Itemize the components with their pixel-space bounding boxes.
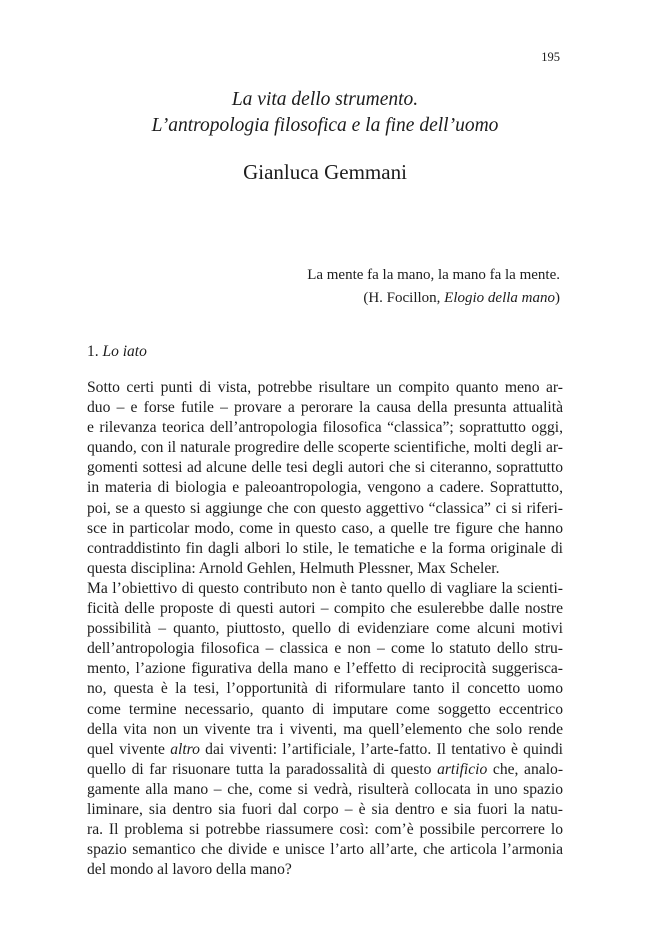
body-text: [87, 378, 563, 880]
emphasis-altro: altro: [170, 740, 200, 758]
text-line: [87, 760, 563, 780]
text-line: e rilevanza teorica dell’antropologia filosofica “classica”; soprattutto oggi,: [87, 419, 563, 437]
text-line: liminare, sia dentro sia fuori dal corpo – è sia dentro e sia fuori la natu-: [87, 800, 563, 818]
text-line: duo – e forse futile – provare a perorare la causa della presunta attualità: [87, 399, 563, 417]
text-line: spazio semantico che divide e unisce l’arto all’arte, che articola l’armonia: [87, 841, 563, 859]
text-line: gomenti sottesi ad alcune delle tesi degli autori che si citeranno, soprattutto: [87, 459, 563, 477]
text-line: poi, se a questo si aggiunge che con questo aggettivo “classica” ci si riferi-: [87, 499, 563, 517]
epigraph: [140, 264, 560, 310]
text-line: contraddistinto fin dagli albori lo stile, le tematiche e la forma originale di: [87, 539, 563, 557]
text-line: Ma l’obiettivo di questo contributo non è tanto quello di vagliare la scienti-: [87, 579, 563, 597]
text-line: sce in particolar modo, come in questo caso, a quelle tre figure che hanno: [87, 519, 563, 537]
text-fragment: quello di far risuonare tutta la paradossalità di questo: [87, 760, 438, 778]
article-title: La vita dello strumento.: [231, 89, 419, 110]
text-fragment: dai viventi: l’artificiale, l’arte-fatto. Il tentativo è quindi: [199, 740, 563, 758]
text-line: questa disciplina: Arnold Gehlen, Helmuth Plessner, Max Scheler.: [87, 559, 500, 577]
text-line: no, questa è la tesi, l’opportunità di riformulare tanto il concetto uomo: [87, 680, 563, 698]
text-line: ficità delle proposte di questi autori – compito che esulerebbe dalle nostre: [87, 600, 563, 618]
text-line: quando, con il naturale progredire delle scoperte scientifiche, molti degli ar-: [87, 439, 563, 457]
text-line: possibilità – quanto, piuttosto, quello di evidenziare come alcuni motivi: [87, 620, 563, 638]
text-line: mento, l’azione figurativa della mano e l’effetto di reciprocità suggerisca-: [87, 660, 563, 678]
epigraph-source-close: ): [555, 290, 560, 306]
epigraph-source-open: (H. Focillon,: [363, 290, 445, 306]
text-line: gamente alla mano – che, come si vedrà, risulterà collocata in uno spazio: [87, 780, 563, 798]
epigraph-source-title: Elogio della mano: [444, 290, 555, 306]
text-line: ra. Il problema si potrebbe riassumere così: com’è possibile percorrere lo: [87, 821, 563, 839]
section-number: 1.: [87, 343, 99, 360]
text-fragment: che, analo-: [487, 760, 564, 778]
text-line: del mondo al lavoro della mano?: [87, 861, 292, 879]
epigraph-quote: La mente fa la mano, la mano fa la mente.: [307, 267, 560, 283]
article-subtitle: L’antropologia filosofica e la fine dell’uomo: [151, 115, 499, 136]
text-line: Sotto certi punti di vista, potrebbe risultare un compito quanto meno ar-: [87, 379, 563, 396]
emphasis-artificio: artificio: [437, 760, 488, 778]
text-line: in materia di biologia e paleoantropologia, vengono a cadere. Soprattutto,: [87, 479, 563, 497]
epigraph-source: [140, 287, 560, 310]
author-name: Gianluca Gemmani: [243, 160, 407, 184]
page-number: 195: [541, 50, 560, 64]
text-line: dell’antropologia filosofica – classica e non – come lo statuto dello stru-: [87, 640, 563, 658]
paragraph-2: [87, 579, 563, 880]
article-header: [0, 87, 650, 185]
section-title: Lo iato: [102, 343, 147, 360]
text-line: della vita non un vivente tra i viventi, ma quell’elemento che solo rende: [87, 720, 563, 738]
text-fragment: quel vivente: [87, 740, 171, 758]
text-line: come termine necessario, quanto di imputare come soggetto eccentrico: [87, 700, 563, 718]
section-heading: [87, 341, 147, 363]
text-line: [87, 740, 563, 760]
paragraph-1: [87, 378, 563, 579]
